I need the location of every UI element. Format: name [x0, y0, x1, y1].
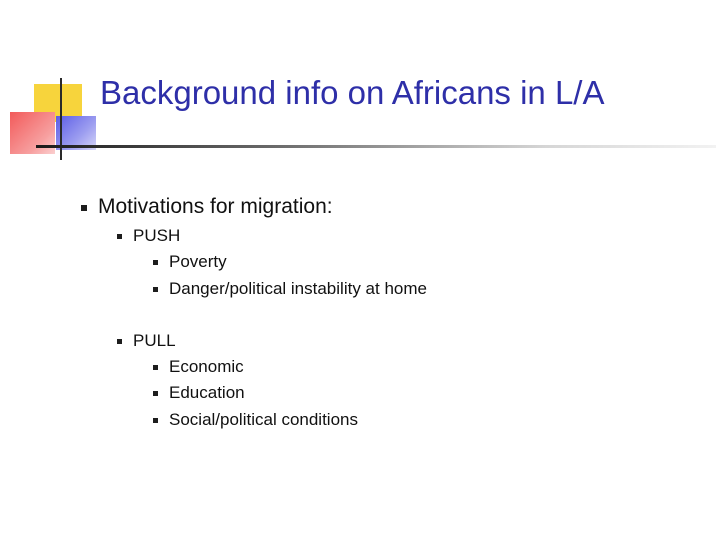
square-bullet-icon — [153, 418, 158, 423]
bullet-text: Danger/political instability at home — [169, 279, 427, 298]
square-bullet-icon — [153, 287, 158, 292]
bullet-text: PULL — [133, 331, 176, 350]
square-bullet-icon — [153, 365, 158, 370]
square-bullet-icon — [117, 339, 122, 344]
bullet-push-item — [169, 279, 427, 299]
bullet-text: Poverty — [169, 252, 227, 271]
bullet-text: Economic — [169, 357, 244, 376]
bullet-text: Social/political conditions — [169, 410, 358, 429]
bullet-push — [133, 226, 180, 246]
bullet-push-item — [169, 252, 227, 272]
square-bullet-icon — [117, 234, 122, 239]
bullet-text: Education — [169, 383, 245, 402]
bullet-text: Motivations for migration: — [98, 195, 333, 218]
bullet-pull — [133, 331, 176, 351]
slide-title: Background info on Africans in L/A — [100, 74, 605, 111]
bullet-pull-item — [169, 410, 358, 430]
square-bullet-icon — [81, 205, 87, 211]
bullet-motivations — [98, 195, 333, 219]
square-bullet-icon — [153, 260, 158, 265]
square-bullet-icon — [153, 391, 158, 396]
bullet-pull-item — [169, 383, 245, 403]
bullet-text: PUSH — [133, 226, 181, 245]
bullet-pull-item — [169, 357, 244, 377]
